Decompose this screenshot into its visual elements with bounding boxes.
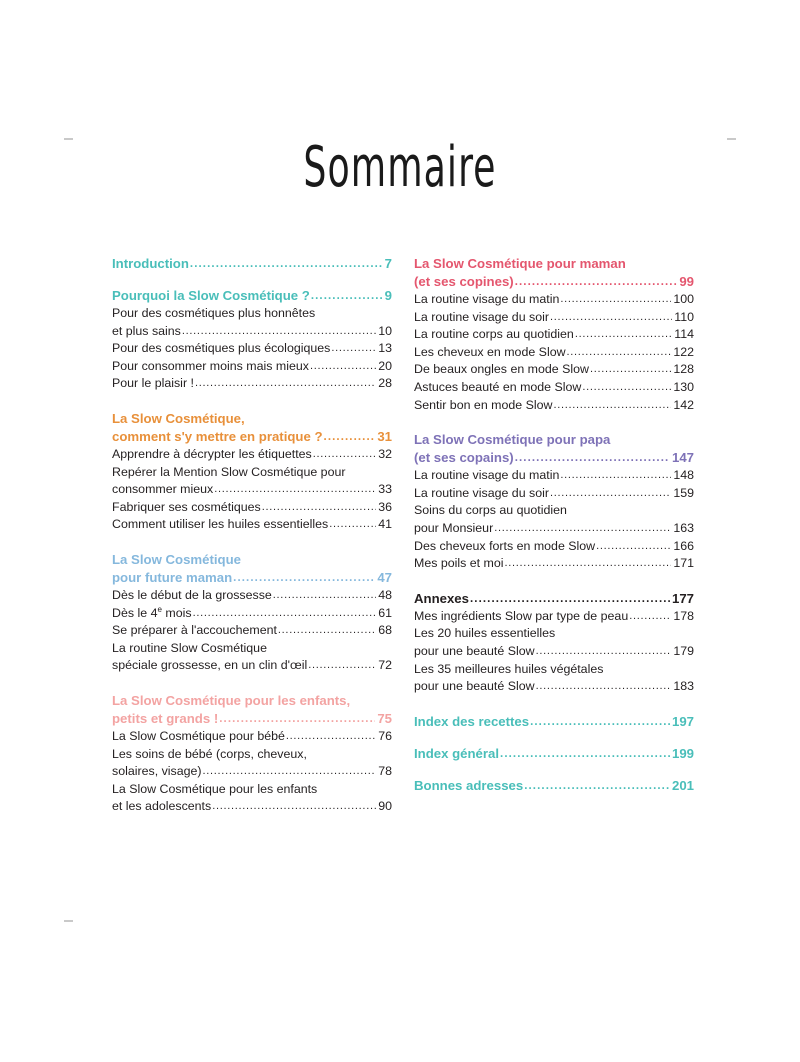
toc-section-heading-label: pour future maman [112,569,233,585]
leader-dots [212,803,376,815]
toc-entry-page-number: 171 [673,556,694,571]
leader-dots [195,381,376,393]
toc-entry-label: Les 20 huiles essentielles [414,626,556,641]
toc-entry[interactable] [112,340,392,358]
toc-entry-label: Pour des cosmétiques plus écologiques [112,341,331,356]
toc-entry-page-number: 179 [673,643,694,658]
toc-section [112,410,392,534]
toc-entry-label: Pour consommer moins mais mieux [112,358,309,373]
leader-dots [311,292,383,305]
toc-entry-label: et plus sains [112,323,181,338]
toc-entry[interactable] [112,798,392,816]
toc-entry-page-number: 48 [378,587,392,602]
toc-section-heading[interactable] [414,745,694,763]
toc-entry-page-number: 90 [378,799,392,814]
crop-mark-top-right [727,138,736,140]
leader-dots [203,768,377,780]
page-title: Sommaire [303,135,497,200]
toc-entry-page-number: 68 [378,623,392,638]
toc-section-heading[interactable] [112,428,392,446]
leader-dots [308,663,376,675]
toc-entry[interactable] [112,640,392,658]
leader-dots [494,525,671,537]
toc-entry[interactable] [414,361,694,379]
toc-entry-label: De beaux ongles en mode Slow [414,362,589,377]
toc-entry[interactable] [112,516,392,534]
toc-entry-page-number: 76 [378,728,392,743]
toc-entry-label: et les adolescents [112,799,212,814]
toc-column-right [414,255,694,816]
leader-dots [567,349,672,361]
toc-entry-page-number: 36 [378,499,392,514]
leader-dots [524,782,670,795]
toc-entry-page-number: 13 [378,341,392,356]
toc-section [414,590,694,696]
toc-entry[interactable] [414,397,694,415]
toc-section-heading-label: La Slow Cosmétique pour les enfants, [112,692,351,708]
toc-section-heading[interactable] [112,410,392,428]
toc-section-heading-page-number: 197 [671,713,694,729]
leader-dots [536,683,672,695]
toc-section-heading-label: La Slow Cosmétique pour maman [414,256,626,271]
leader-dots [590,367,671,379]
toc-entry[interactable] [414,520,694,538]
toc-entry-label: solaires, visage) [112,764,202,779]
toc-entry-page-number: 163 [673,520,694,535]
toc-section-heading-page-number: 199 [671,745,694,761]
toc-entry-page-number: 100 [673,292,694,306]
toc-entry[interactable] [112,746,392,764]
toc-entry-label: La routine visage du soir [414,309,550,324]
toc-section-heading-label: Index général [414,745,500,761]
toc-entry[interactable] [414,326,694,344]
toc-entry[interactable] [414,661,694,679]
toc-entry[interactable] [414,538,694,556]
toc-section-heading-page-number: 75 [377,710,392,726]
toc-entry[interactable] [112,375,392,393]
toc-section [112,287,392,393]
toc-section-heading-label: (et ses copains) [414,450,514,466]
toc-entry-page-number: 41 [378,517,392,532]
toc-entry-label: Dès le 4e mois [112,604,192,620]
toc-section [112,551,392,675]
toc-entry-label: Repérer la Mention Slow Cosmétique pour [112,464,346,479]
toc-entry-page-number: 61 [378,605,392,620]
toc-entry-label: La routine visage du matin [414,468,560,483]
toc-section [414,431,694,573]
toc-entry-label: Apprendre à décrypter les étiquettes [112,446,312,461]
toc-section-heading-label: comment s'y mettre en pratique ? [112,428,323,444]
leader-dots [550,490,671,502]
toc-entry-label: Fabriquer ses cosmétiques [112,499,261,514]
toc-entry[interactable] [112,728,392,746]
toc-entry-label: pour une beauté Slow [414,643,535,658]
leader-dots [553,402,671,414]
toc-entry-label: La routine visage du matin [414,292,560,306]
toc-entry-page-number: 28 [378,376,392,391]
toc-entry-label: Comment utiliser les huiles essentielles [112,517,329,532]
crop-mark-top-left [64,138,73,140]
leader-dots [530,718,670,731]
toc-entry[interactable] [414,485,694,503]
leader-dots [219,715,375,728]
toc-entry[interactable] [414,625,694,643]
toc-section-heading-page-number: 177 [671,590,694,606]
toc-entry[interactable] [414,344,694,362]
toc-column-left [112,255,392,816]
toc-section-heading-page-number: 147 [671,450,694,466]
toc-entry[interactable] [112,323,392,341]
leader-dots [560,296,671,308]
toc-entry-label: spéciale grossesse, en un clin d'œil [112,658,308,673]
toc-entry-page-number: 148 [673,468,694,483]
toc-entry-page-number: 33 [378,482,392,497]
toc-entry[interactable] [414,502,694,520]
leader-dots [575,331,672,343]
toc-entry-page-number: 20 [378,358,392,373]
toc-section-heading[interactable] [414,713,694,731]
toc-entry-label: pour une beauté Slow [414,679,535,694]
toc-entry[interactable] [112,446,392,464]
leader-dots [550,314,672,326]
toc-section-heading-page-number: 201 [671,777,694,793]
toc-entry-label: Se préparer à l'accouchement [112,623,277,638]
toc-entry-label: Soins du corps au quotidien [414,503,567,518]
toc-section-heading[interactable] [414,431,694,449]
toc-entry[interactable] [414,467,694,485]
toc-entry-page-number: 10 [378,323,392,338]
toc-section-heading-label: Annexes [414,590,469,606]
leader-dots [331,345,376,357]
toc-entry[interactable] [112,499,392,517]
leader-dots [310,363,376,375]
toc-entry-page-number: 78 [378,764,392,779]
toc-entry[interactable] [112,481,392,499]
toc-entry-label: Les soins de bébé (corps, cheveux, [112,746,307,761]
toc-entry-label: Mes poils et moi [414,556,504,571]
leader-dots [233,574,375,587]
leader-dots [278,627,376,639]
toc-entry-label: Les cheveux en mode Slow [414,344,566,359]
toc-entry-page-number: 183 [673,679,694,694]
toc-section-heading[interactable] [112,255,392,273]
toc-entry[interactable] [112,587,392,605]
toc-section-heading[interactable] [414,777,694,795]
toc-section-heading[interactable] [112,551,392,569]
crop-mark-bottom-left [64,920,73,922]
toc-section-heading-page-number: 99 [679,274,694,289]
toc-section-heading[interactable] [414,273,694,291]
toc-entry-page-number: 130 [673,379,694,394]
toc-section-heading[interactable] [112,710,392,728]
toc-section-heading[interactable] [414,255,694,273]
toc-entry-label: pour Monsieur [414,520,494,535]
toc-entry[interactable] [112,763,392,781]
toc-entry-page-number: 122 [673,344,694,359]
toc-entry[interactable] [112,464,392,482]
toc-section-heading-label: Introduction [112,256,189,271]
toc-section-heading[interactable] [414,590,694,608]
leader-dots [329,522,376,534]
toc-section-heading[interactable] [112,692,392,710]
toc-section-heading-label: Pourquoi la Slow Cosmétique ? [112,288,310,303]
leader-dots [515,454,670,467]
toc-entry-label: Pour des cosmétiques plus honnêtes [112,306,316,320]
toc-section [414,255,694,414]
toc-entry[interactable] [414,309,694,327]
toc-entry[interactable] [414,555,694,573]
toc-entry-page-number: 114 [674,327,694,342]
toc-section-heading-label: petits et grands ! [112,710,219,726]
toc-entry-page-number: 72 [378,658,392,673]
toc-entry-label: consommer mieux [112,482,214,497]
toc-section [414,713,694,731]
toc-entry[interactable] [414,643,694,661]
leader-dots [182,328,376,340]
toc-entry-page-number: 32 [378,446,392,461]
toc-section-heading-label: La Slow Cosmétique, [112,410,245,426]
toc-entry[interactable] [112,305,392,323]
toc-entry-page-number: 142 [673,397,694,412]
leader-dots [505,560,672,572]
toc-entry-page-number: 110 [674,309,694,324]
toc-entry[interactable] [112,657,392,675]
toc-entry-label: La Slow Cosmétique pour bébé [112,728,285,743]
toc-section-heading-label: La Slow Cosmétique pour papa [414,432,611,448]
toc-section-heading-label: Index des recettes [414,713,530,729]
toc-section-heading-label: La Slow Cosmétique [112,551,241,567]
leader-dots [286,733,376,745]
leader-dots [560,472,671,484]
toc-entry-label: La routine corps au quotidien [414,327,574,342]
leader-dots [324,433,376,446]
toc-entry-label: La routine Slow Cosmétique [112,640,267,655]
leader-dots [193,610,377,622]
toc-entry-label: La routine visage du soir [414,485,550,500]
leader-dots [214,486,376,498]
toc-section [112,692,392,816]
toc-section-heading[interactable] [112,569,392,587]
leader-dots [629,613,671,625]
leader-dots [273,592,376,604]
toc-entry-page-number: 159 [673,485,694,500]
toc-entry-label: Sentir bon en mode Slow [414,397,553,412]
toc-section-heading-page-number: 31 [377,428,392,444]
toc-entry[interactable] [414,379,694,397]
toc-section-heading[interactable] [414,449,694,467]
leader-dots [190,260,383,273]
toc-entry[interactable] [112,358,392,376]
toc-entry-label: Dès le début de la grossesse [112,587,272,602]
toc-entry-label: Pour le plaisir ! [112,376,194,391]
leader-dots [500,750,670,763]
leader-dots [515,278,678,291]
toc-section [414,777,694,795]
toc-entry[interactable] [112,605,392,623]
toc-entry-page-number: 166 [673,538,694,553]
leader-dots [582,384,671,396]
toc-entry[interactable] [112,622,392,640]
toc-columns [0,255,800,816]
leader-dots [313,451,376,463]
toc-section-heading-page-number: 9 [384,288,392,303]
toc-section-heading-page-number: 7 [384,256,392,271]
toc-entry-page-number: 128 [673,362,694,377]
toc-section [112,255,392,273]
toc-section-heading[interactable] [112,287,392,305]
toc-entry[interactable] [112,781,392,799]
toc-entry[interactable] [414,608,694,626]
toc-section-heading-label: Bonnes adresses [414,777,524,793]
toc-entry[interactable] [414,678,694,696]
toc-entry-label: La Slow Cosmétique pour les enfants [112,781,318,796]
leader-dots [596,543,671,555]
leader-dots [470,595,670,608]
toc-entry[interactable] [414,291,694,309]
toc-section-heading-label: (et ses copines) [414,274,514,289]
toc-section [414,745,694,763]
toc-entry-label: Les 35 meilleures huiles végétales [414,661,604,676]
toc-entry-label: Astuces beauté en mode Slow [414,379,582,394]
leader-dots [536,648,672,660]
toc-entry-label: Mes ingrédients Slow par type de peau [414,608,629,623]
toc-section-heading-page-number: 47 [377,569,392,585]
toc-entry-label: Des cheveux forts en mode Slow [414,538,596,553]
toc-entry-page-number: 178 [673,608,694,623]
leader-dots [262,504,376,516]
